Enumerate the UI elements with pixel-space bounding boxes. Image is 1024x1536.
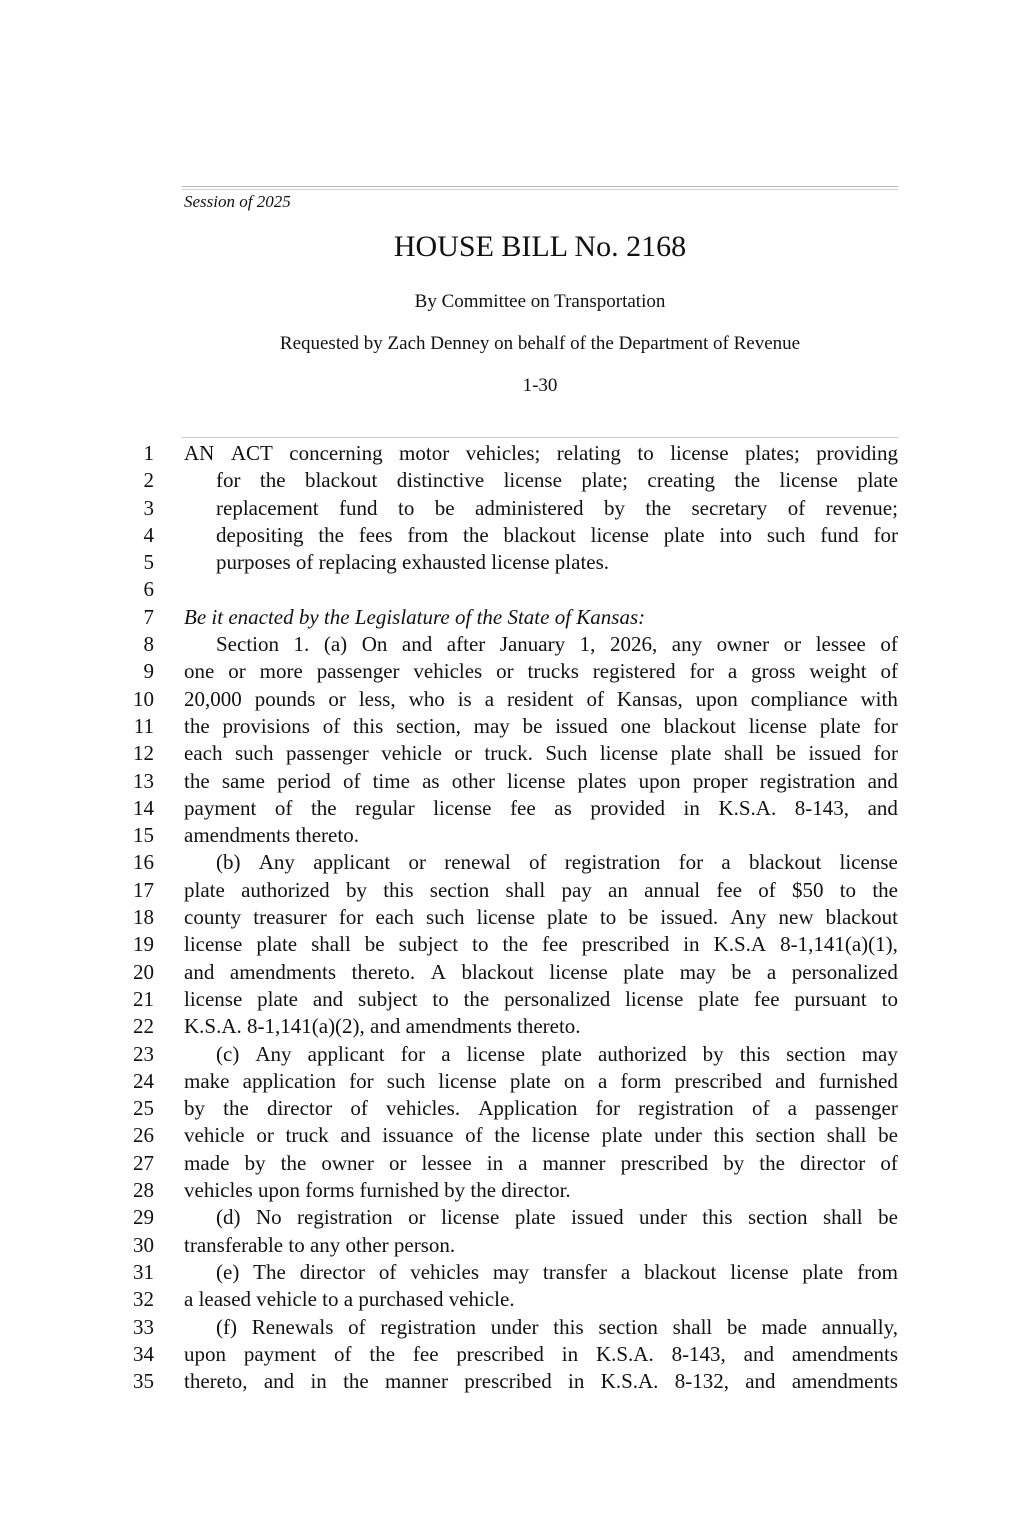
committee-line: By Committee on Transportation	[414, 291, 666, 312]
line-number: 24	[133, 1068, 154, 1093]
header-rule	[182, 186, 898, 187]
bill-line: vehicles upon forms furnished by the director.	[184, 1178, 571, 1203]
line-number: 14	[133, 795, 154, 820]
line-number: 10	[133, 686, 154, 711]
line-number: 33	[133, 1314, 154, 1339]
line-number: 30	[133, 1232, 154, 1257]
line-number: 32	[133, 1287, 154, 1312]
bill-line: (b) Any applicant or renewal of registration for a blackout license	[216, 850, 898, 875]
line-number: 29	[133, 1205, 154, 1230]
bill-line: the provisions of this section, may be issued one blackout license plate for	[184, 713, 898, 738]
bill-line: amendments thereto.	[184, 823, 359, 848]
bill-line	[184, 576, 898, 603]
line-number: 17	[133, 877, 154, 902]
bill-line: 20,000 pounds or less, who is a resident of Kansas, upon compliance with	[184, 686, 898, 711]
line-number: 6	[143, 577, 154, 602]
bill-line: license plate and subject to the personalized license plate fee pursuant to	[184, 986, 898, 1011]
line-number: 35	[133, 1369, 154, 1394]
line-number: 16	[133, 850, 154, 875]
bill-line: payment of the regular license fee as provided in K.S.A. 8-143, and	[184, 795, 898, 820]
header-rule-secondary	[182, 189, 898, 190]
bill-line: make application for such license plate on a form prescribed and furnished	[184, 1068, 898, 1093]
bill-line: upon payment of the fee prescribed in K.S.A. 8-143, and amendments	[184, 1341, 898, 1366]
bill-line: made by the owner or lessee in a manner prescribed by the director of	[184, 1150, 898, 1175]
line-number: 1	[143, 441, 154, 465]
line-number: 23	[133, 1041, 154, 1066]
line-number: 3	[143, 495, 154, 520]
bill-line: (c) Any applicant for a license plate authorized by this section may	[216, 1041, 898, 1066]
line-number: 4	[143, 522, 154, 547]
bill-line: and amendments thereto. A blackout license plate may be a personalized	[184, 959, 898, 984]
date-line: 1-30	[522, 375, 558, 396]
bill-line: county treasurer for each such license plate to be issued. Any new blackout	[184, 905, 898, 930]
line-number: 2	[143, 468, 154, 493]
bill-line: plate authorized by this section shall pay an annual fee of $50 to the	[184, 877, 898, 902]
line-number: 21	[133, 986, 154, 1011]
line-numbers	[118, 440, 154, 1395]
line-number: 15	[133, 823, 154, 848]
line-number: 28	[133, 1178, 154, 1203]
line-number: 34	[133, 1341, 154, 1366]
bill-line: Section 1. (a) On and after January 1, 2026, any owner or lessee of	[216, 632, 898, 657]
line-number: 19	[133, 932, 154, 957]
bill-line: depositing the fees from the blackout license plate into such fund for	[216, 522, 898, 547]
line-number: 5	[143, 550, 154, 575]
line-number: 31	[133, 1259, 154, 1284]
bill-line: (d) No registration or license plate issued under this section shall be	[216, 1205, 898, 1230]
bill-line: (e) The director of vehicles may transfer a blackout license plate from	[216, 1259, 898, 1284]
bill-line: AN ACT concerning motor vehicles; relating to license plates; providing	[184, 441, 898, 465]
bill-line: transferable to any other person.	[184, 1232, 456, 1257]
line-number: 12	[133, 741, 154, 766]
line-number: 11	[133, 713, 154, 738]
bill-line: vehicle or truck and issuance of the license plate under this section shall be	[184, 1123, 898, 1148]
bill-line: for the blackout distinctive license plate; creating the license plate	[216, 468, 898, 493]
bill-line: one or more passenger vehicles or trucks registered for a gross weight of	[184, 659, 898, 684]
bill-body	[184, 440, 898, 1395]
line-number: 25	[133, 1096, 154, 1121]
requested-line: Requested by Zach Denney on behalf of the Department of Revenue	[279, 333, 801, 354]
bill-title: HOUSE BILL No. 2168	[393, 230, 687, 263]
line-number: 9	[143, 659, 154, 684]
line-number: 26	[133, 1123, 154, 1148]
bill-line: each such passenger vehicle or truck. Such license plate shall be issued for	[184, 741, 898, 766]
bill-line: replacement fund to be administered by the secretary of revenue;	[216, 495, 898, 520]
bill-line: a leased vehicle to a purchased vehicle.	[184, 1287, 515, 1312]
session-label: Session of 2025	[184, 192, 291, 211]
line-number: 27	[133, 1150, 154, 1175]
bill-line: thereto, and in the manner prescribed in K.S.A. 8-132, and amendments	[184, 1369, 898, 1394]
bill-line: (f) Renewals of registration under this section shall be made annually,	[216, 1314, 898, 1339]
bill-line: the same period of time as other license plates upon proper registration and	[184, 768, 898, 793]
line-number: 13	[133, 768, 154, 793]
line-number: 22	[133, 1014, 154, 1039]
body-rule	[182, 437, 898, 438]
bill-line: license plate shall be subject to the fee prescribed in K.S.A 8-1,141(a)(1),	[184, 932, 898, 957]
line-number: 20	[133, 959, 154, 984]
bill-line: purposes of replacing exhausted license plates.	[216, 550, 610, 575]
bill-line: by the director of vehicles. Application for registration of a passenger	[184, 1096, 898, 1121]
enacting-clause: Be it enacted by the Legislature of the State of Kansas:	[184, 604, 646, 629]
line-number: 7	[143, 604, 154, 629]
line-number: 8	[143, 632, 154, 657]
bill-line: K.S.A. 8-1,141(a)(2), and amendments thereto.	[184, 1014, 581, 1039]
line-number: 18	[133, 905, 154, 930]
